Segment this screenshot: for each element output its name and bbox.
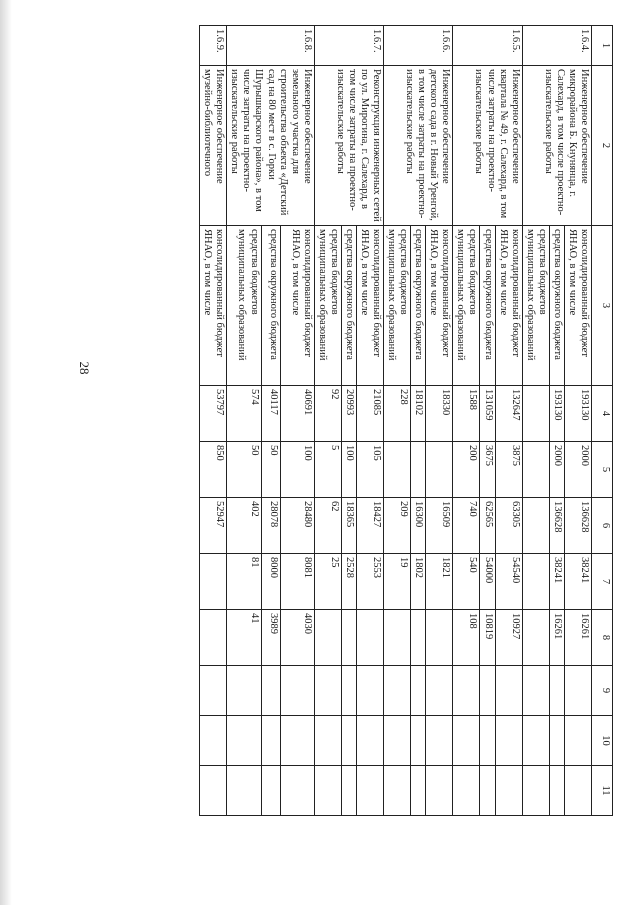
value-cell-9 [549, 666, 564, 716]
value-cell-8 [341, 610, 356, 666]
value-cell-6: 18427 [356, 498, 383, 554]
value-cell-7 [522, 554, 549, 610]
value-cell-4: 40117 [261, 386, 280, 442]
column-header-7: 7 [592, 554, 613, 610]
value-cell-10 [341, 716, 356, 766]
value-cell-9 [564, 666, 591, 716]
funding-source: средства бюджетов муниципальных образований [384, 226, 411, 386]
value-cell-11 [426, 766, 453, 816]
value-cell-11 [384, 766, 411, 816]
value-cell-5 [426, 442, 453, 498]
value-cell-4 [522, 386, 549, 442]
funding-source: средства бюджетов муниципальных образований [314, 226, 341, 386]
value-cell-6 [522, 498, 549, 554]
rotated-table-container [103, 25, 613, 815]
value-cell-7: 540 [453, 554, 480, 610]
funding-source: средства окружного бюджета [341, 226, 356, 386]
value-cell-11 [411, 766, 426, 816]
value-cell-7: 19 [384, 554, 411, 610]
value-cell-9 [495, 666, 522, 716]
value-cell-11 [522, 766, 549, 816]
value-cell-7: 81 [227, 554, 261, 610]
funding-source: средства окружного бюджета [411, 226, 426, 386]
value-cell-10 [480, 716, 495, 766]
value-cell-4: 20993 [341, 386, 356, 442]
value-cell-7: 54000 [480, 554, 495, 610]
value-cell-6: 18365 [341, 498, 356, 554]
value-cell-10 [549, 716, 564, 766]
table-row [280, 26, 314, 816]
item-name: Реконструкция инженерных сетей по ул. Мирогина, г. Салехард, в том числе затраты на проектно-изыскательские работы [314, 66, 383, 226]
value-cell-8: 16261 [564, 610, 591, 666]
table-row [356, 26, 383, 816]
value-cell-8 [200, 610, 227, 666]
table-row [495, 26, 522, 816]
value-cell-10 [314, 716, 341, 766]
value-cell-5 [411, 442, 426, 498]
value-cell-4: 92 [314, 386, 341, 442]
table-row [564, 26, 591, 816]
funding-source: консолидированный бюджет ЯНАО, в том числе [495, 226, 522, 386]
value-cell-4: 193130 [549, 386, 564, 442]
column-header-5: 5 [592, 442, 613, 498]
value-cell-11 [564, 766, 591, 816]
column-header-3: 3 [592, 226, 613, 386]
value-cell-5: 850 [200, 442, 227, 498]
value-cell-8: 3989 [261, 610, 280, 666]
value-cell-8 [356, 610, 383, 666]
value-cell-5: 100 [341, 442, 356, 498]
header-row [592, 26, 613, 816]
value-cell-5 [384, 442, 411, 498]
value-cell-4: 193130 [564, 386, 591, 442]
funding-source: консолидированный бюджет ЯНАО, в том числе [200, 226, 227, 386]
column-header-11: 11 [592, 766, 613, 816]
value-cell-10 [356, 716, 383, 766]
value-cell-5: 200 [453, 442, 480, 498]
value-cell-9 [356, 666, 383, 716]
value-cell-7: 1821 [426, 554, 453, 610]
value-cell-9 [411, 666, 426, 716]
value-cell-10 [280, 716, 314, 766]
value-cell-10 [200, 716, 227, 766]
item-number: 1.6.9. [200, 26, 227, 66]
value-cell-10 [411, 716, 426, 766]
value-cell-11 [480, 766, 495, 816]
value-cell-5: 3875 [495, 442, 522, 498]
value-cell-7: 38241 [549, 554, 564, 610]
value-cell-6: 16509 [426, 498, 453, 554]
value-cell-7: 8081 [280, 554, 314, 610]
value-cell-11 [227, 766, 261, 816]
funding-source: средства бюджетов муниципальных образований [522, 226, 549, 386]
funding-source: средства окружного бюджета [261, 226, 280, 386]
value-cell-11 [280, 766, 314, 816]
item-number: 1.6.5. [453, 26, 522, 66]
value-cell-5: 50 [261, 442, 280, 498]
funding-source: средства бюджетов муниципальных образований [227, 226, 261, 386]
value-cell-6: 16300 [411, 498, 426, 554]
value-cell-8 [314, 610, 341, 666]
value-cell-9 [453, 666, 480, 716]
item-number: 1.6.6. [384, 26, 453, 66]
value-cell-5 [522, 442, 549, 498]
value-cell-8: 16261 [549, 610, 564, 666]
value-cell-11 [314, 766, 341, 816]
value-cell-10 [384, 716, 411, 766]
value-cell-9 [314, 666, 341, 716]
funding-source: средства окружного бюджета [480, 226, 495, 386]
value-cell-9 [227, 666, 261, 716]
value-cell-11 [453, 766, 480, 816]
value-cell-9 [261, 666, 280, 716]
funding-source: средства бюджетов муниципальных образований [453, 226, 480, 386]
value-cell-9 [480, 666, 495, 716]
value-cell-7: 25 [314, 554, 341, 610]
column-header-8: 8 [592, 610, 613, 666]
value-cell-10 [564, 716, 591, 766]
value-cell-9 [341, 666, 356, 716]
value-cell-7: 2528 [341, 554, 356, 610]
value-cell-9 [200, 666, 227, 716]
value-cell-4: 21085 [356, 386, 383, 442]
column-header-4: 4 [592, 386, 613, 442]
value-cell-11 [495, 766, 522, 816]
item-name: Инженерное обеспечение квартала № 49, г. Салехард, в том числе затраты на проектно-изыскательские работы [453, 66, 522, 226]
value-cell-6: 28078 [261, 498, 280, 554]
value-cell-6: 136628 [549, 498, 564, 554]
value-cell-7: 1802 [411, 554, 426, 610]
value-cell-10 [261, 716, 280, 766]
value-cell-8: 4030 [280, 610, 314, 666]
value-cell-5: 3675 [480, 442, 495, 498]
value-cell-11 [549, 766, 564, 816]
value-cell-5: 50 [227, 442, 261, 498]
value-cell-6: 62 [314, 498, 341, 554]
value-cell-10 [426, 716, 453, 766]
value-cell-6: 209 [384, 498, 411, 554]
item-number: 1.6.7. [314, 26, 383, 66]
value-cell-4: 18330 [426, 386, 453, 442]
funding-source: консолидированный бюджет ЯНАО, в том числе [356, 226, 383, 386]
funding-source: консолидированный бюджет ЯНАО, в том числе [280, 226, 314, 386]
value-cell-8: 108 [453, 610, 480, 666]
value-cell-7 [200, 554, 227, 610]
value-cell-6: 402 [227, 498, 261, 554]
item-number: 1.6.8. [227, 26, 314, 66]
value-cell-9 [426, 666, 453, 716]
item-name: Инженерное обеспечение музейно-библиотечного [200, 66, 227, 226]
table-row [426, 26, 453, 816]
scan-edge-shadow [0, 0, 12, 905]
value-cell-5: 5 [314, 442, 341, 498]
value-cell-11 [200, 766, 227, 816]
value-cell-7: 38241 [564, 554, 591, 610]
table-row [200, 26, 227, 816]
value-cell-10 [522, 716, 549, 766]
value-cell-8: 41 [227, 610, 261, 666]
funding-source: консолидированный бюджет ЯНАО, в том числе [564, 226, 591, 386]
value-cell-8 [384, 610, 411, 666]
funding-source: консолидированный бюджет ЯНАО, в том числе [426, 226, 453, 386]
value-cell-9 [384, 666, 411, 716]
value-cell-5: 100 [280, 442, 314, 498]
column-header-1: 1 [592, 26, 613, 66]
value-cell-10 [453, 716, 480, 766]
column-header-2: 2 [592, 66, 613, 226]
value-cell-4: 40691 [280, 386, 314, 442]
item-name: Инженерное обеспечение микрорайона Б. Кнунянца, г. Салехард, в том числе проектно-изыскательские работы [522, 66, 591, 226]
value-cell-9 [522, 666, 549, 716]
value-cell-8 [522, 610, 549, 666]
value-cell-11 [341, 766, 356, 816]
value-cell-11 [356, 766, 383, 816]
value-cell-8 [411, 610, 426, 666]
item-name: Инженерное обеспечение земельного участка для строительства объекта «Детский сад на 80 мест в с. Горки Шурышкарского района», в том числе затраты на проектно-изыскательские работы [227, 66, 314, 226]
value-cell-6: 28480 [280, 498, 314, 554]
value-cell-10 [227, 716, 261, 766]
value-cell-6: 136628 [564, 498, 591, 554]
value-cell-4: 574 [227, 386, 261, 442]
page-number: 28 [77, 361, 92, 375]
value-cell-8 [426, 610, 453, 666]
value-cell-10 [495, 716, 522, 766]
item-number: 1.6.4. [522, 26, 591, 66]
column-header-6: 6 [592, 498, 613, 554]
value-cell-6: 63305 [495, 498, 522, 554]
value-cell-4: 53797 [200, 386, 227, 442]
budget-table [199, 25, 613, 816]
value-cell-6: 52947 [200, 498, 227, 554]
value-cell-5: 2000 [564, 442, 591, 498]
value-cell-6: 62565 [480, 498, 495, 554]
value-cell-4: 18102 [411, 386, 426, 442]
value-cell-4: 132647 [495, 386, 522, 442]
column-header-10: 10 [592, 716, 613, 766]
value-cell-7: 2553 [356, 554, 383, 610]
value-cell-5: 2000 [549, 442, 564, 498]
column-header-9: 9 [592, 666, 613, 716]
value-cell-8: 10927 [495, 610, 522, 666]
value-cell-8: 10819 [480, 610, 495, 666]
value-cell-4: 1588 [453, 386, 480, 442]
value-cell-7: 54540 [495, 554, 522, 610]
value-cell-4: 131059 [480, 386, 495, 442]
value-cell-5: 105 [356, 442, 383, 498]
value-cell-7: 8000 [261, 554, 280, 610]
item-name: Инженерное обеспечение детского сада в г. Новый Уренгой, в том числе затраты на проектно-изыскательские работы [384, 66, 453, 226]
funding-source: средства окружного бюджета [549, 226, 564, 386]
value-cell-6: 740 [453, 498, 480, 554]
value-cell-11 [261, 766, 280, 816]
table-body [200, 26, 592, 816]
value-cell-4: 228 [384, 386, 411, 442]
value-cell-9 [280, 666, 314, 716]
